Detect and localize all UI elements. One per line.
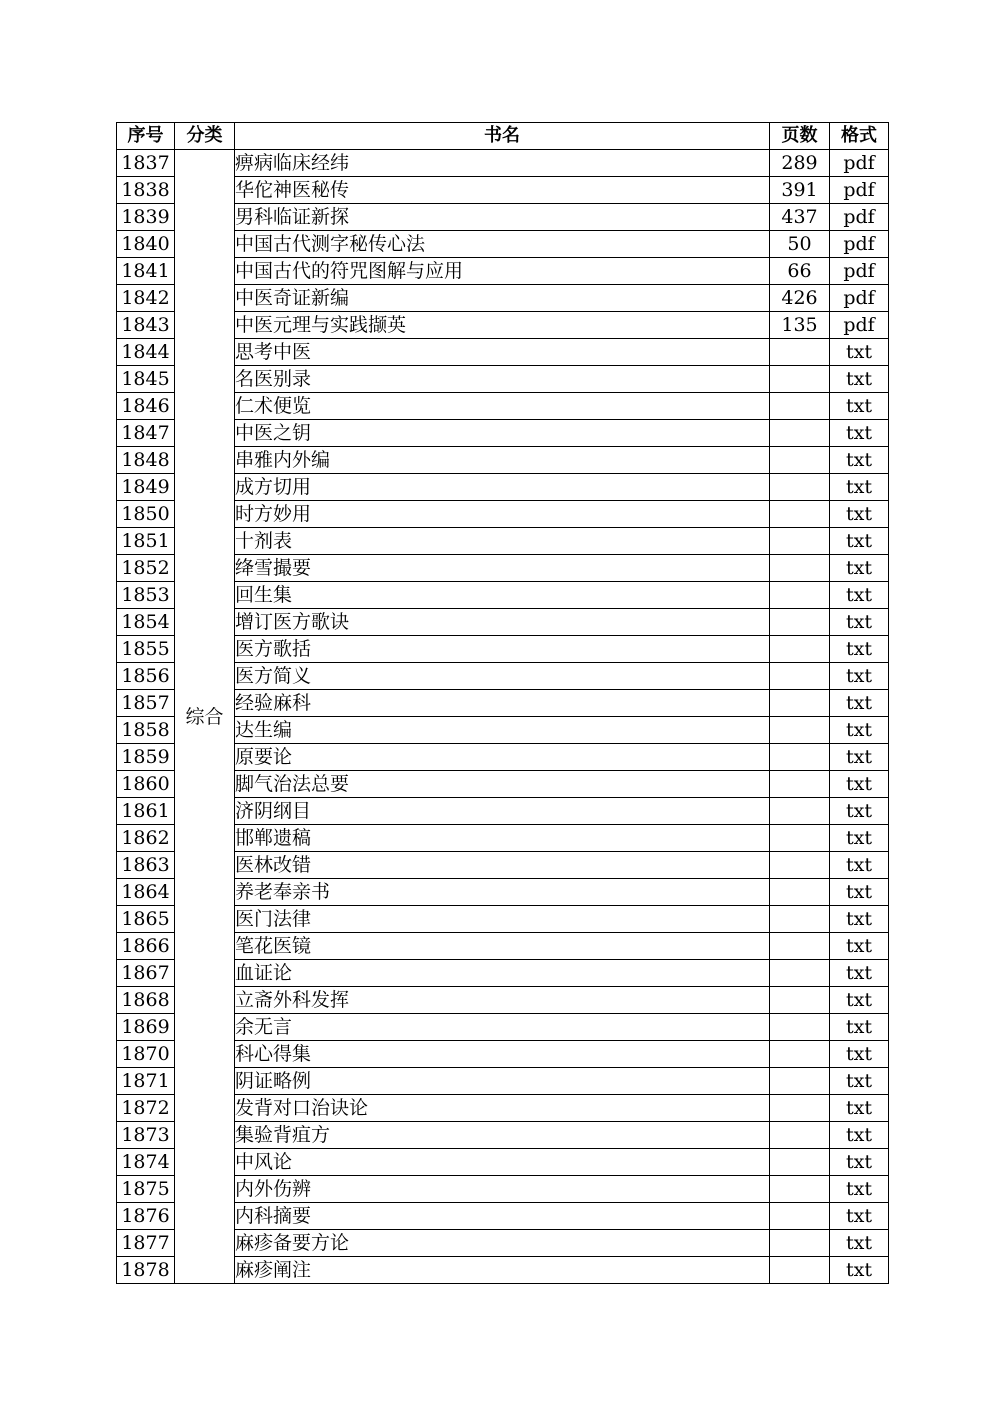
file-format: txt	[830, 1014, 889, 1041]
book-title: 麻疹阐注	[235, 1257, 770, 1284]
row-number: 1863	[117, 852, 175, 879]
file-format: pdf	[830, 150, 889, 177]
row-number: 1852	[117, 555, 175, 582]
page-count	[770, 1041, 830, 1068]
row-number: 1841	[117, 258, 175, 285]
row-number: 1854	[117, 609, 175, 636]
book-title: 内外伤辨	[235, 1176, 770, 1203]
row-number: 1858	[117, 717, 175, 744]
book-title: 集验背疽方	[235, 1122, 770, 1149]
file-format: txt	[830, 987, 889, 1014]
book-title: 回生集	[235, 582, 770, 609]
book-title: 仁术便览	[235, 393, 770, 420]
book-title: 中风论	[235, 1149, 770, 1176]
page-count	[770, 690, 830, 717]
row-number: 1876	[117, 1203, 175, 1230]
book-title: 脚气治法总要	[235, 771, 770, 798]
file-format: txt	[830, 1176, 889, 1203]
page-count	[770, 1095, 830, 1122]
page-count: 391	[770, 177, 830, 204]
file-format: txt	[830, 609, 889, 636]
row-number: 1839	[117, 204, 175, 231]
file-format: pdf	[830, 177, 889, 204]
page-count	[770, 609, 830, 636]
book-title: 成方切用	[235, 474, 770, 501]
row-number: 1859	[117, 744, 175, 771]
page-count: 426	[770, 285, 830, 312]
book-title: 余无言	[235, 1014, 770, 1041]
book-title: 原要论	[235, 744, 770, 771]
file-format: pdf	[830, 312, 889, 339]
file-format: txt	[830, 474, 889, 501]
row-number: 1877	[117, 1230, 175, 1257]
page-count	[770, 1068, 830, 1095]
page-count	[770, 906, 830, 933]
row-number: 1871	[117, 1068, 175, 1095]
file-format: txt	[830, 1149, 889, 1176]
file-format: txt	[830, 852, 889, 879]
book-title: 中医元理与实践撷英	[235, 312, 770, 339]
page-count	[770, 879, 830, 906]
row-number: 1853	[117, 582, 175, 609]
file-format: txt	[830, 690, 889, 717]
book-title: 名医别录	[235, 366, 770, 393]
row-number: 1838	[117, 177, 175, 204]
page-count	[770, 852, 830, 879]
page-count	[770, 987, 830, 1014]
book-title: 增订医方歌诀	[235, 609, 770, 636]
row-number: 1869	[117, 1014, 175, 1041]
page-count	[770, 555, 830, 582]
file-format: txt	[830, 447, 889, 474]
row-number: 1851	[117, 528, 175, 555]
page-count: 50	[770, 231, 830, 258]
book-title: 中医奇证新编	[235, 285, 770, 312]
file-format: txt	[830, 636, 889, 663]
page-count	[770, 366, 830, 393]
page-count	[770, 825, 830, 852]
header-row	[117, 123, 889, 150]
file-format: txt	[830, 906, 889, 933]
file-format: txt	[830, 879, 889, 906]
row-number: 1856	[117, 663, 175, 690]
book-title: 时方妙用	[235, 501, 770, 528]
page-count	[770, 933, 830, 960]
file-format: txt	[830, 1257, 889, 1284]
book-title: 发背对口治诀论	[235, 1095, 770, 1122]
file-format: txt	[830, 663, 889, 690]
row-number: 1846	[117, 393, 175, 420]
book-title: 立斋外科发挥	[235, 987, 770, 1014]
row-number: 1875	[117, 1176, 175, 1203]
row-number: 1855	[117, 636, 175, 663]
file-format: pdf	[830, 285, 889, 312]
book-title: 济阴纲目	[235, 798, 770, 825]
row-number: 1866	[117, 933, 175, 960]
book-title: 思考中医	[235, 339, 770, 366]
page-count	[770, 771, 830, 798]
file-format: txt	[830, 1068, 889, 1095]
file-format: txt	[830, 1203, 889, 1230]
page-count	[770, 528, 830, 555]
file-format: txt	[830, 933, 889, 960]
book-title: 经验麻科	[235, 690, 770, 717]
table-header	[117, 123, 889, 150]
file-format: txt	[830, 1122, 889, 1149]
book-title: 男科临证新探	[235, 204, 770, 231]
row-number: 1872	[117, 1095, 175, 1122]
header-num: 序号	[117, 123, 175, 150]
book-title: 绛雪撮要	[235, 555, 770, 582]
page-count: 66	[770, 258, 830, 285]
file-format: txt	[830, 555, 889, 582]
book-title: 中医之钥	[235, 420, 770, 447]
file-format: txt	[830, 393, 889, 420]
header-title: 书名	[235, 123, 770, 150]
row-number: 1860	[117, 771, 175, 798]
book-title: 养老奉亲书	[235, 879, 770, 906]
page-count	[770, 636, 830, 663]
row-number: 1837	[117, 150, 175, 177]
file-format: txt	[830, 528, 889, 555]
header-pages: 页数	[770, 123, 830, 150]
file-format: pdf	[830, 204, 889, 231]
book-title: 十剂表	[235, 528, 770, 555]
page-count	[770, 717, 830, 744]
book-title: 血证论	[235, 960, 770, 987]
page-count: 289	[770, 150, 830, 177]
page-count	[770, 744, 830, 771]
header-format: 格式	[830, 123, 889, 150]
page-count	[770, 1149, 830, 1176]
file-format: txt	[830, 717, 889, 744]
category-cell: 综合	[175, 150, 235, 1284]
table-row	[117, 150, 889, 177]
row-number: 1861	[117, 798, 175, 825]
book-title: 串雅内外编	[235, 447, 770, 474]
book-title: 中国古代的符咒图解与应用	[235, 258, 770, 285]
row-number: 1874	[117, 1149, 175, 1176]
file-format: txt	[830, 339, 889, 366]
book-title: 麻疹备要方论	[235, 1230, 770, 1257]
file-format: pdf	[830, 258, 889, 285]
book-title: 内科摘要	[235, 1203, 770, 1230]
row-number: 1842	[117, 285, 175, 312]
page-count	[770, 393, 830, 420]
row-number: 1862	[117, 825, 175, 852]
file-format: txt	[830, 582, 889, 609]
file-format: txt	[830, 825, 889, 852]
page-count	[770, 663, 830, 690]
book-title: 医门法律	[235, 906, 770, 933]
row-number: 1868	[117, 987, 175, 1014]
book-title: 科心得集	[235, 1041, 770, 1068]
row-number: 1870	[117, 1041, 175, 1068]
file-format: txt	[830, 960, 889, 987]
row-number: 1857	[117, 690, 175, 717]
row-number: 1878	[117, 1257, 175, 1284]
book-title: 医方简义	[235, 663, 770, 690]
page-count	[770, 1203, 830, 1230]
book-title: 华佗神医秘传	[235, 177, 770, 204]
row-number: 1845	[117, 366, 175, 393]
book-title: 阴证略例	[235, 1068, 770, 1095]
row-number: 1843	[117, 312, 175, 339]
row-number: 1865	[117, 906, 175, 933]
page-count	[770, 1230, 830, 1257]
row-number: 1847	[117, 420, 175, 447]
row-number: 1850	[117, 501, 175, 528]
table-body	[117, 150, 889, 1284]
file-format: txt	[830, 366, 889, 393]
book-title: 医方歌括	[235, 636, 770, 663]
row-number: 1873	[117, 1122, 175, 1149]
row-number: 1840	[117, 231, 175, 258]
book-title: 笔花医镜	[235, 933, 770, 960]
book-catalog-table	[116, 122, 889, 1284]
row-number: 1867	[117, 960, 175, 987]
file-format: txt	[830, 420, 889, 447]
book-title: 痹病临床经纬	[235, 150, 770, 177]
row-number: 1844	[117, 339, 175, 366]
page-count	[770, 474, 830, 501]
page-count	[770, 1014, 830, 1041]
row-number: 1848	[117, 447, 175, 474]
page-count	[770, 501, 830, 528]
file-format: txt	[830, 771, 889, 798]
file-format: txt	[830, 1230, 889, 1257]
page-count: 437	[770, 204, 830, 231]
page-count	[770, 447, 830, 474]
book-title: 达生编	[235, 717, 770, 744]
file-format: txt	[830, 501, 889, 528]
file-format: txt	[830, 798, 889, 825]
file-format: txt	[830, 1095, 889, 1122]
file-format: pdf	[830, 231, 889, 258]
file-format: txt	[830, 744, 889, 771]
page-count	[770, 339, 830, 366]
book-title: 医林改错	[235, 852, 770, 879]
page-count: 135	[770, 312, 830, 339]
page-count	[770, 420, 830, 447]
page-count	[770, 1257, 830, 1284]
header-category: 分类	[175, 123, 235, 150]
file-format: txt	[830, 1041, 889, 1068]
book-title: 中国古代测字秘传心法	[235, 231, 770, 258]
row-number: 1849	[117, 474, 175, 501]
page-count	[770, 1176, 830, 1203]
page-count	[770, 1122, 830, 1149]
page-count	[770, 960, 830, 987]
page-count	[770, 798, 830, 825]
row-number: 1864	[117, 879, 175, 906]
page-count	[770, 582, 830, 609]
book-title: 邯郸遗稿	[235, 825, 770, 852]
